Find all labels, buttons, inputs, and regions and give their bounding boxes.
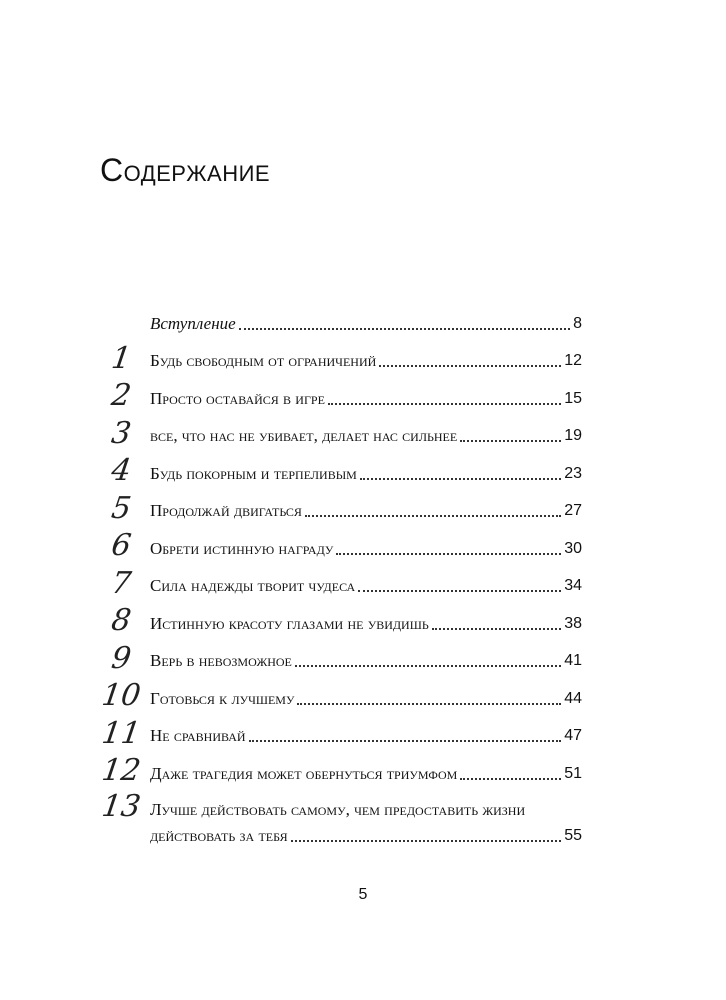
chapter-title: Верь в невозможное [150, 651, 292, 670]
chapter-number: 8 [109, 603, 134, 638]
dot-leader [297, 703, 561, 705]
chapter-title: Будь покорным и терпеливым [150, 463, 357, 483]
chapter-number: 1 [109, 340, 134, 376]
chapter-number: 4 [109, 453, 134, 488]
chapter-title: Готовься к лучшему [150, 688, 295, 708]
chapter-title: Просто оставайся в игре [150, 388, 325, 408]
chapter-number: 5 [109, 490, 134, 526]
chapter-title: Истинную красоту глазами не увидишь [150, 613, 429, 633]
chapter-page: 15 [564, 389, 582, 407]
dot-leader [239, 328, 570, 330]
dot-leader [460, 440, 561, 442]
table-of-contents [92, 304, 582, 854]
chapter-title: Вступление [150, 313, 236, 333]
chapter-title-continued: действовать за тебя [150, 825, 288, 845]
page-title: Содержание [100, 152, 271, 188]
chapter-number: 11 [99, 715, 143, 751]
chapter-title: все, что нас не убивает, делает нас сильнее [150, 426, 458, 445]
toc-entry-9[interactable] [92, 642, 582, 680]
chapter-title: Продолжай двигаться [150, 501, 302, 520]
chapter-number: 3 [109, 415, 134, 451]
chapter-page: 41 [564, 652, 582, 669]
chapter-page: 19 [564, 427, 582, 444]
toc-entry-7[interactable] [92, 567, 582, 605]
chapter-number: 2 [109, 378, 134, 413]
dot-leader [360, 478, 561, 480]
dot-leader [305, 515, 561, 517]
chapter-page: 51 [564, 764, 582, 782]
toc-entry-3[interactable] [92, 417, 582, 455]
chapter-number [92, 306, 150, 308]
dot-leader [328, 403, 561, 405]
dot-leader [249, 740, 562, 742]
chapter-page: 8 [573, 314, 582, 332]
dot-leader [379, 365, 561, 367]
chapter-page: 12 [564, 352, 582, 369]
toc-entry-6[interactable] [92, 529, 582, 567]
chapter-page: 44 [564, 689, 582, 707]
chapter-number: 12 [99, 753, 143, 788]
dot-leader [460, 778, 561, 780]
chapter-page: 38 [564, 614, 582, 632]
toc-entry-1[interactable] [92, 342, 582, 380]
chapter-number: 7 [109, 565, 134, 601]
toc-entry-5[interactable] [92, 492, 582, 530]
toc-entry-4[interactable] [92, 454, 582, 492]
toc-entry-10[interactable] [92, 679, 582, 717]
toc-entry-8[interactable] [92, 604, 582, 642]
dot-leader [358, 590, 561, 592]
chapter-title: Сила надежды творит чудеса [150, 576, 356, 595]
dot-leader [291, 840, 562, 842]
chapter-page: 55 [564, 826, 582, 844]
chapter-page: 30 [564, 539, 582, 557]
chapter-number: 6 [109, 528, 134, 563]
chapter-page: 34 [564, 577, 582, 594]
page-number: 5 [358, 886, 368, 903]
dot-leader [432, 628, 561, 630]
toc-entry-2[interactable] [92, 379, 582, 417]
chapter-page: 27 [564, 502, 582, 519]
dot-leader [295, 665, 561, 667]
chapter-title: Не сравнивай [150, 726, 246, 745]
chapter-title: Лучше действовать самому, чем предоставить жизни [150, 799, 526, 819]
chapter-title: Будь свободным от ограничений [150, 351, 377, 370]
chapter-number: 13 [99, 788, 143, 824]
toc-entry-intro[interactable] [92, 304, 582, 342]
chapter-number: 9 [109, 640, 134, 676]
toc-entry-11[interactable] [92, 717, 582, 755]
chapter-title: Обрети истинную награду [150, 538, 334, 558]
chapter-title: Даже трагедия может обернуться триумфом [150, 763, 458, 783]
chapter-page: 23 [564, 464, 582, 482]
toc-entry-12[interactable] [92, 754, 582, 792]
toc-entry-13[interactable] [92, 788, 582, 854]
chapter-page: 47 [564, 727, 582, 744]
dot-leader [336, 553, 561, 555]
chapter-number: 10 [99, 678, 143, 713]
